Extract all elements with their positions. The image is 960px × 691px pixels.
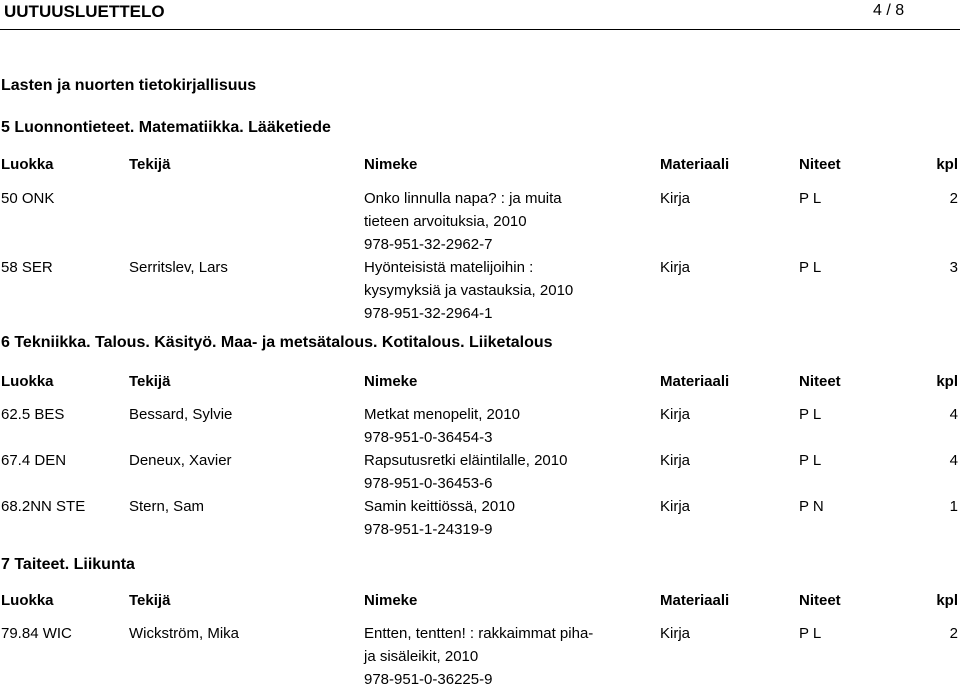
cell-materiaali: Kirja	[660, 406, 691, 423]
cell-nimeke	[364, 449, 632, 495]
col-nimeke: Nimeke	[364, 592, 418, 609]
cell-luokka: 58 SER	[1, 259, 53, 276]
col-tekija: Tekijä	[129, 373, 171, 390]
col-materiaali: Materiaali	[660, 373, 730, 390]
cell-tekija: Stern, Sam	[129, 498, 205, 515]
isbn: 978-951-1-24319-9	[364, 521, 493, 538]
section-heading: 5 Luonnontieteet. Matematiikka. Lääketiede	[1, 119, 331, 136]
isbn: 978-951-32-2962-7	[364, 236, 493, 253]
cell-nimeke	[364, 403, 632, 449]
nimeke-line: kysymyksiä ja vastauksia, 2010	[364, 282, 574, 299]
cell-niteet: P L	[799, 406, 822, 423]
cell-kpl: 4	[949, 406, 958, 423]
col-kpl: kpl	[936, 373, 958, 390]
cell-kpl: 4	[949, 452, 958, 469]
isbn: 978-951-0-36225-9	[364, 671, 493, 688]
page-number: 4 / 8	[873, 2, 905, 19]
document-title: UUTUUSLUETTELO	[4, 2, 165, 21]
col-materiaali: Materiaali	[660, 592, 730, 609]
cell-niteet: P L	[799, 452, 822, 469]
cell-luokka: 50 ONK	[1, 190, 55, 207]
cell-kpl: 2	[949, 190, 958, 207]
cell-kpl: 3	[949, 259, 958, 276]
section-heading: 6 Tekniikka. Talous. Käsityö. Maa- ja metsätalous. Kotitalous. Liiketalous	[1, 334, 553, 351]
nimeke-line: tieteen arvoituksia, 2010	[364, 213, 527, 230]
nimeke-line: Onko linnulla napa? : ja muita	[364, 190, 562, 207]
col-nimeke: Nimeke	[364, 156, 418, 173]
nimeke-line: ja sisäleikit, 2010	[364, 648, 479, 665]
cell-materiaali: Kirja	[660, 498, 691, 515]
cell-luokka: 67.4 DEN	[1, 452, 67, 469]
col-kpl: kpl	[936, 592, 958, 609]
cell-niteet: P L	[799, 190, 822, 207]
col-nimeke: Nimeke	[364, 373, 418, 390]
col-kpl: kpl	[936, 156, 958, 173]
isbn: 978-951-32-2964-1	[364, 305, 493, 322]
cell-luokka: 68.2NN STE	[1, 498, 86, 515]
cell-nimeke	[364, 495, 632, 541]
col-niteet: Niteet	[799, 592, 841, 609]
col-luokka: Luokka	[1, 156, 54, 173]
nimeke-line: Samin keittiössä, 2010	[364, 498, 515, 515]
nimeke-line: Hyönteisistä matelijoihin :	[364, 259, 534, 276]
cell-materiaali: Kirja	[660, 259, 691, 276]
cell-nimeke	[364, 256, 632, 325]
cell-niteet: P L	[799, 259, 822, 276]
cell-materiaali: Kirja	[660, 190, 691, 207]
cell-tekija: Deneux, Xavier	[129, 452, 232, 469]
isbn: 978-951-0-36453-6	[364, 475, 493, 492]
cell-nimeke	[364, 622, 632, 691]
nimeke-line: Metkat menopelit, 2010	[364, 406, 520, 423]
cell-tekija: Bessard, Sylvie	[129, 406, 233, 423]
cell-luokka: 79.84 WIC	[1, 625, 72, 642]
col-tekija: Tekijä	[129, 592, 171, 609]
cell-niteet: P N	[799, 498, 824, 515]
cell-nimeke	[364, 187, 632, 256]
nimeke-line: Rapsutusretki eläintilalle, 2010	[364, 452, 568, 469]
section-heading: 7 Taiteet. Liikunta	[1, 556, 135, 573]
cell-tekija: Wickström, Mika	[129, 625, 239, 642]
col-luokka: Luokka	[1, 592, 54, 609]
col-luokka: Luokka	[1, 373, 54, 390]
cell-kpl: 1	[949, 498, 958, 515]
col-niteet: Niteet	[799, 156, 841, 173]
col-tekija: Tekijä	[129, 156, 171, 173]
cell-niteet: P L	[799, 625, 822, 642]
cell-kpl: 2	[949, 625, 958, 642]
cell-luokka: 62.5 BES	[1, 406, 65, 423]
isbn: 978-951-0-36454-3	[364, 429, 493, 446]
category-heading: Lasten ja nuorten tietokirjallisuus	[1, 77, 257, 94]
col-materiaali: Materiaali	[660, 156, 730, 173]
nimeke-line: Entten, tentten! : rakkaimmat piha-	[364, 625, 594, 642]
header-divider	[0, 29, 960, 30]
cell-materiaali: Kirja	[660, 625, 691, 642]
cell-materiaali: Kirja	[660, 452, 691, 469]
cell-tekija: Serritslev, Lars	[129, 259, 228, 276]
col-niteet: Niteet	[799, 373, 841, 390]
